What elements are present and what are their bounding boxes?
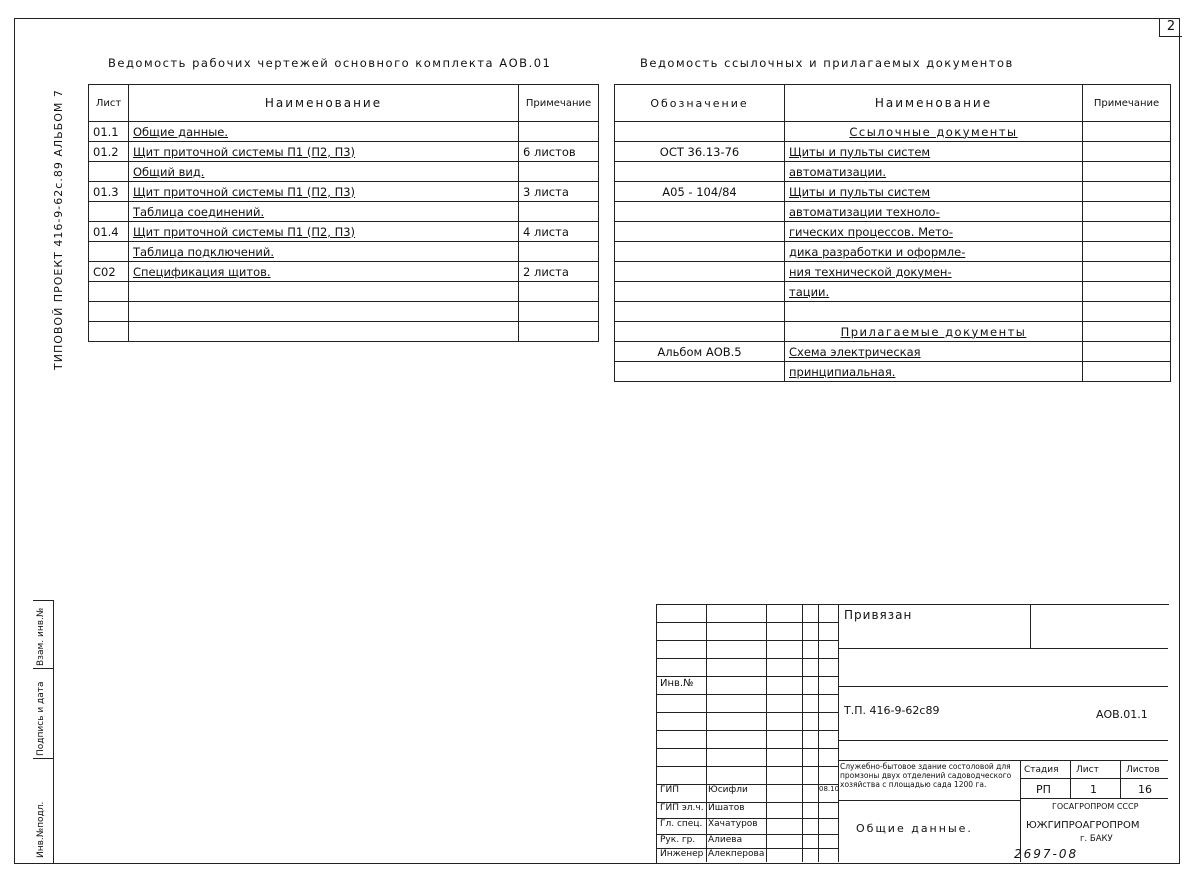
table-row bbox=[89, 302, 599, 322]
table-row bbox=[89, 222, 599, 242]
table-row bbox=[89, 142, 599, 162]
col-b-cell: тации. bbox=[785, 282, 1083, 302]
col-c-cell bbox=[1083, 242, 1171, 262]
col-b-cell: принципиальная. bbox=[785, 362, 1083, 382]
table-row bbox=[615, 122, 1171, 142]
table-row bbox=[615, 142, 1171, 162]
table-row bbox=[89, 182, 599, 202]
stamp-inv: Инв.№ bbox=[660, 678, 694, 689]
col-a-cell bbox=[615, 202, 785, 222]
left-table-title: Ведомость рабочих чертежей основного комплекта АОВ.01 bbox=[108, 56, 552, 70]
col-a-cell bbox=[615, 302, 785, 322]
col-c-cell bbox=[519, 282, 599, 302]
side-box-sign: Подпись и дата bbox=[36, 681, 46, 756]
stamp-sheet: 1 bbox=[1090, 783, 1097, 796]
col-c-cell bbox=[1083, 222, 1171, 242]
stamp-org1: ГОСАГРОПРОМ СССР bbox=[1052, 802, 1139, 811]
col-c-cell bbox=[1083, 182, 1171, 202]
col-b-cell: Схема электрическая bbox=[785, 342, 1083, 362]
table-row bbox=[615, 202, 1171, 222]
col-c-cell bbox=[1083, 162, 1171, 182]
header-name: Наименование bbox=[129, 85, 519, 122]
col-c-cell: 2 листа bbox=[519, 262, 599, 282]
table-row bbox=[615, 282, 1171, 302]
stamp-stage: РП bbox=[1036, 783, 1051, 796]
signer-date: 08.10 bbox=[819, 785, 840, 793]
side-box-replace: Взам. инв.№ bbox=[36, 607, 46, 666]
stamp-org3: г. БАКУ bbox=[1080, 834, 1113, 844]
col-c-cell bbox=[1083, 262, 1171, 282]
stamp-object: Служебно-бытовое здание состоловой для промзоны двух отделений садоводческого хозяйства с площадью сада 1200 га. bbox=[840, 762, 1012, 789]
col-b-cell: Общий вид. bbox=[129, 162, 519, 182]
stamp-org2: ЮЖГИПРОАГРОПРОМ bbox=[1026, 820, 1140, 831]
drawings-list-table bbox=[88, 84, 599, 342]
table-row bbox=[615, 342, 1171, 362]
col-b-cell bbox=[129, 322, 519, 342]
table-row bbox=[89, 162, 599, 182]
signer-role: Рук. гр. bbox=[660, 835, 696, 845]
col-b-cell: Щиты и пульты систем bbox=[785, 182, 1083, 202]
col-c-cell bbox=[1083, 122, 1171, 142]
col-c-cell bbox=[519, 322, 599, 342]
right-table-title: Ведомость ссылочных и прилагаемых документов bbox=[640, 56, 1014, 70]
col-a-cell bbox=[89, 282, 129, 302]
stamp-sheet-title: Общие данные. bbox=[856, 822, 973, 835]
col-c-cell: 3 листа bbox=[519, 182, 599, 202]
col-c-cell bbox=[519, 202, 599, 222]
col-a-cell: ОСТ 36.13-76 bbox=[615, 142, 785, 162]
col-b-cell: Ссылочные документы bbox=[785, 122, 1083, 142]
col-a-cell: Альбом АОВ.5 bbox=[615, 342, 785, 362]
col-c-cell bbox=[519, 162, 599, 182]
signer-role: Инженер bbox=[660, 849, 704, 859]
table-header bbox=[615, 85, 1171, 122]
header-note: Примечание bbox=[519, 85, 599, 122]
signer-name: Юсифли bbox=[708, 785, 748, 795]
col-a-cell bbox=[615, 122, 785, 142]
table-row bbox=[89, 242, 599, 262]
signer-role: ГИП эл.ч. bbox=[660, 803, 704, 813]
table-header bbox=[89, 85, 599, 122]
col-b-cell: Щит приточной системы П1 (П2, П3) bbox=[129, 142, 519, 162]
table-row bbox=[615, 362, 1171, 382]
col-a-cell bbox=[89, 162, 129, 182]
table-row bbox=[89, 282, 599, 302]
archive-number: 2697-08 bbox=[1014, 847, 1079, 861]
table-row bbox=[615, 322, 1171, 342]
col-c-cell bbox=[519, 242, 599, 262]
col-a-cell: 01.2 bbox=[89, 142, 129, 162]
col-c-cell bbox=[1083, 282, 1171, 302]
table-row bbox=[89, 322, 599, 342]
signer-name: Хачатуров bbox=[708, 819, 758, 829]
col-b-cell: дика разработки и оформле- bbox=[785, 242, 1083, 262]
col-b-cell: Щит приточной системы П1 (П2, П3) bbox=[129, 222, 519, 242]
header-note: Примечание bbox=[1083, 85, 1171, 122]
col-c-cell bbox=[519, 302, 599, 322]
col-b-cell: Таблица соединений. bbox=[129, 202, 519, 222]
signer-name: Алиева bbox=[708, 835, 743, 845]
col-b-cell: ния технической докумен- bbox=[785, 262, 1083, 282]
page-number: 2 bbox=[1159, 18, 1182, 37]
col-a-cell bbox=[615, 162, 785, 182]
table-row bbox=[615, 182, 1171, 202]
table-row bbox=[89, 262, 599, 282]
col-a-cell bbox=[615, 242, 785, 262]
table-row bbox=[615, 242, 1171, 262]
stamp-sheets: 16 bbox=[1138, 783, 1152, 796]
table-row bbox=[615, 302, 1171, 322]
col-a-cell bbox=[615, 322, 785, 342]
col-b-cell: Щит приточной системы П1 (П2, П3) bbox=[129, 182, 519, 202]
table-row bbox=[89, 122, 599, 142]
col-a-cell bbox=[89, 242, 129, 262]
stamp-doc: АОВ.01.1 bbox=[1096, 708, 1148, 721]
col-b-cell: Прилагаемые документы bbox=[785, 322, 1083, 342]
col-a-cell bbox=[89, 202, 129, 222]
stamp-sheet-label: Лист bbox=[1076, 765, 1099, 775]
table-row bbox=[615, 162, 1171, 182]
col-b-cell: Щиты и пульты систем bbox=[785, 142, 1083, 162]
col-a-cell bbox=[615, 262, 785, 282]
col-a-cell: С02 bbox=[89, 262, 129, 282]
col-b-cell: гических процессов. Мето- bbox=[785, 222, 1083, 242]
col-c-cell: 4 листа bbox=[519, 222, 599, 242]
col-b-cell bbox=[129, 282, 519, 302]
col-c-cell: 6 листов bbox=[519, 142, 599, 162]
col-c-cell bbox=[1083, 202, 1171, 222]
stamp-code: Т.П. 416-9-62с89 bbox=[844, 704, 940, 717]
col-a-cell: А05 - 104/84 bbox=[615, 182, 785, 202]
col-b-cell: Общие данные. bbox=[129, 122, 519, 142]
signer-role: Гл. спец. bbox=[660, 819, 703, 829]
col-a-cell: 01.3 bbox=[89, 182, 129, 202]
side-box-inv: Инв.№подл. bbox=[36, 801, 46, 858]
table-row bbox=[615, 222, 1171, 242]
col-b-cell: Спецификация щитов. bbox=[129, 262, 519, 282]
col-a-cell bbox=[89, 302, 129, 322]
col-b-cell: Таблица подключений. bbox=[129, 242, 519, 262]
signer-name: Ишатов bbox=[708, 803, 745, 813]
col-a-cell: 01.4 bbox=[89, 222, 129, 242]
col-c-cell bbox=[1083, 302, 1171, 322]
references-table bbox=[614, 84, 1171, 382]
stamp-stage-label: Стадия bbox=[1024, 765, 1059, 775]
signer-name: Алекперова bbox=[708, 849, 765, 859]
table-row bbox=[615, 262, 1171, 282]
header-sheet: Лист bbox=[89, 85, 129, 122]
col-c-cell bbox=[1083, 362, 1171, 382]
col-a-cell bbox=[615, 282, 785, 302]
side-label: ТИПОВОЙ ПРОЕКТ 416-9-62с.89 АЛЬБОМ 7 bbox=[52, 89, 65, 370]
col-c-cell bbox=[1083, 342, 1171, 362]
table-row bbox=[89, 202, 599, 222]
col-b-cell: автоматизации техноло- bbox=[785, 202, 1083, 222]
col-a-cell: 01.1 bbox=[89, 122, 129, 142]
stamp-privyazan: Привязан bbox=[844, 608, 913, 622]
col-c-cell bbox=[519, 122, 599, 142]
col-a-cell bbox=[615, 222, 785, 242]
col-a-cell bbox=[615, 362, 785, 382]
signer-role: ГИП bbox=[660, 785, 679, 795]
col-c-cell bbox=[1083, 322, 1171, 342]
header-designation: Обозначение bbox=[615, 85, 785, 122]
col-c-cell bbox=[1083, 142, 1171, 162]
col-a-cell bbox=[89, 322, 129, 342]
stamp-sheets-label: Листов bbox=[1126, 765, 1160, 775]
col-b-cell: автоматизации. bbox=[785, 162, 1083, 182]
col-b-cell bbox=[129, 302, 519, 322]
col-b-cell bbox=[785, 302, 1083, 322]
header-name: Наименование bbox=[785, 85, 1083, 122]
